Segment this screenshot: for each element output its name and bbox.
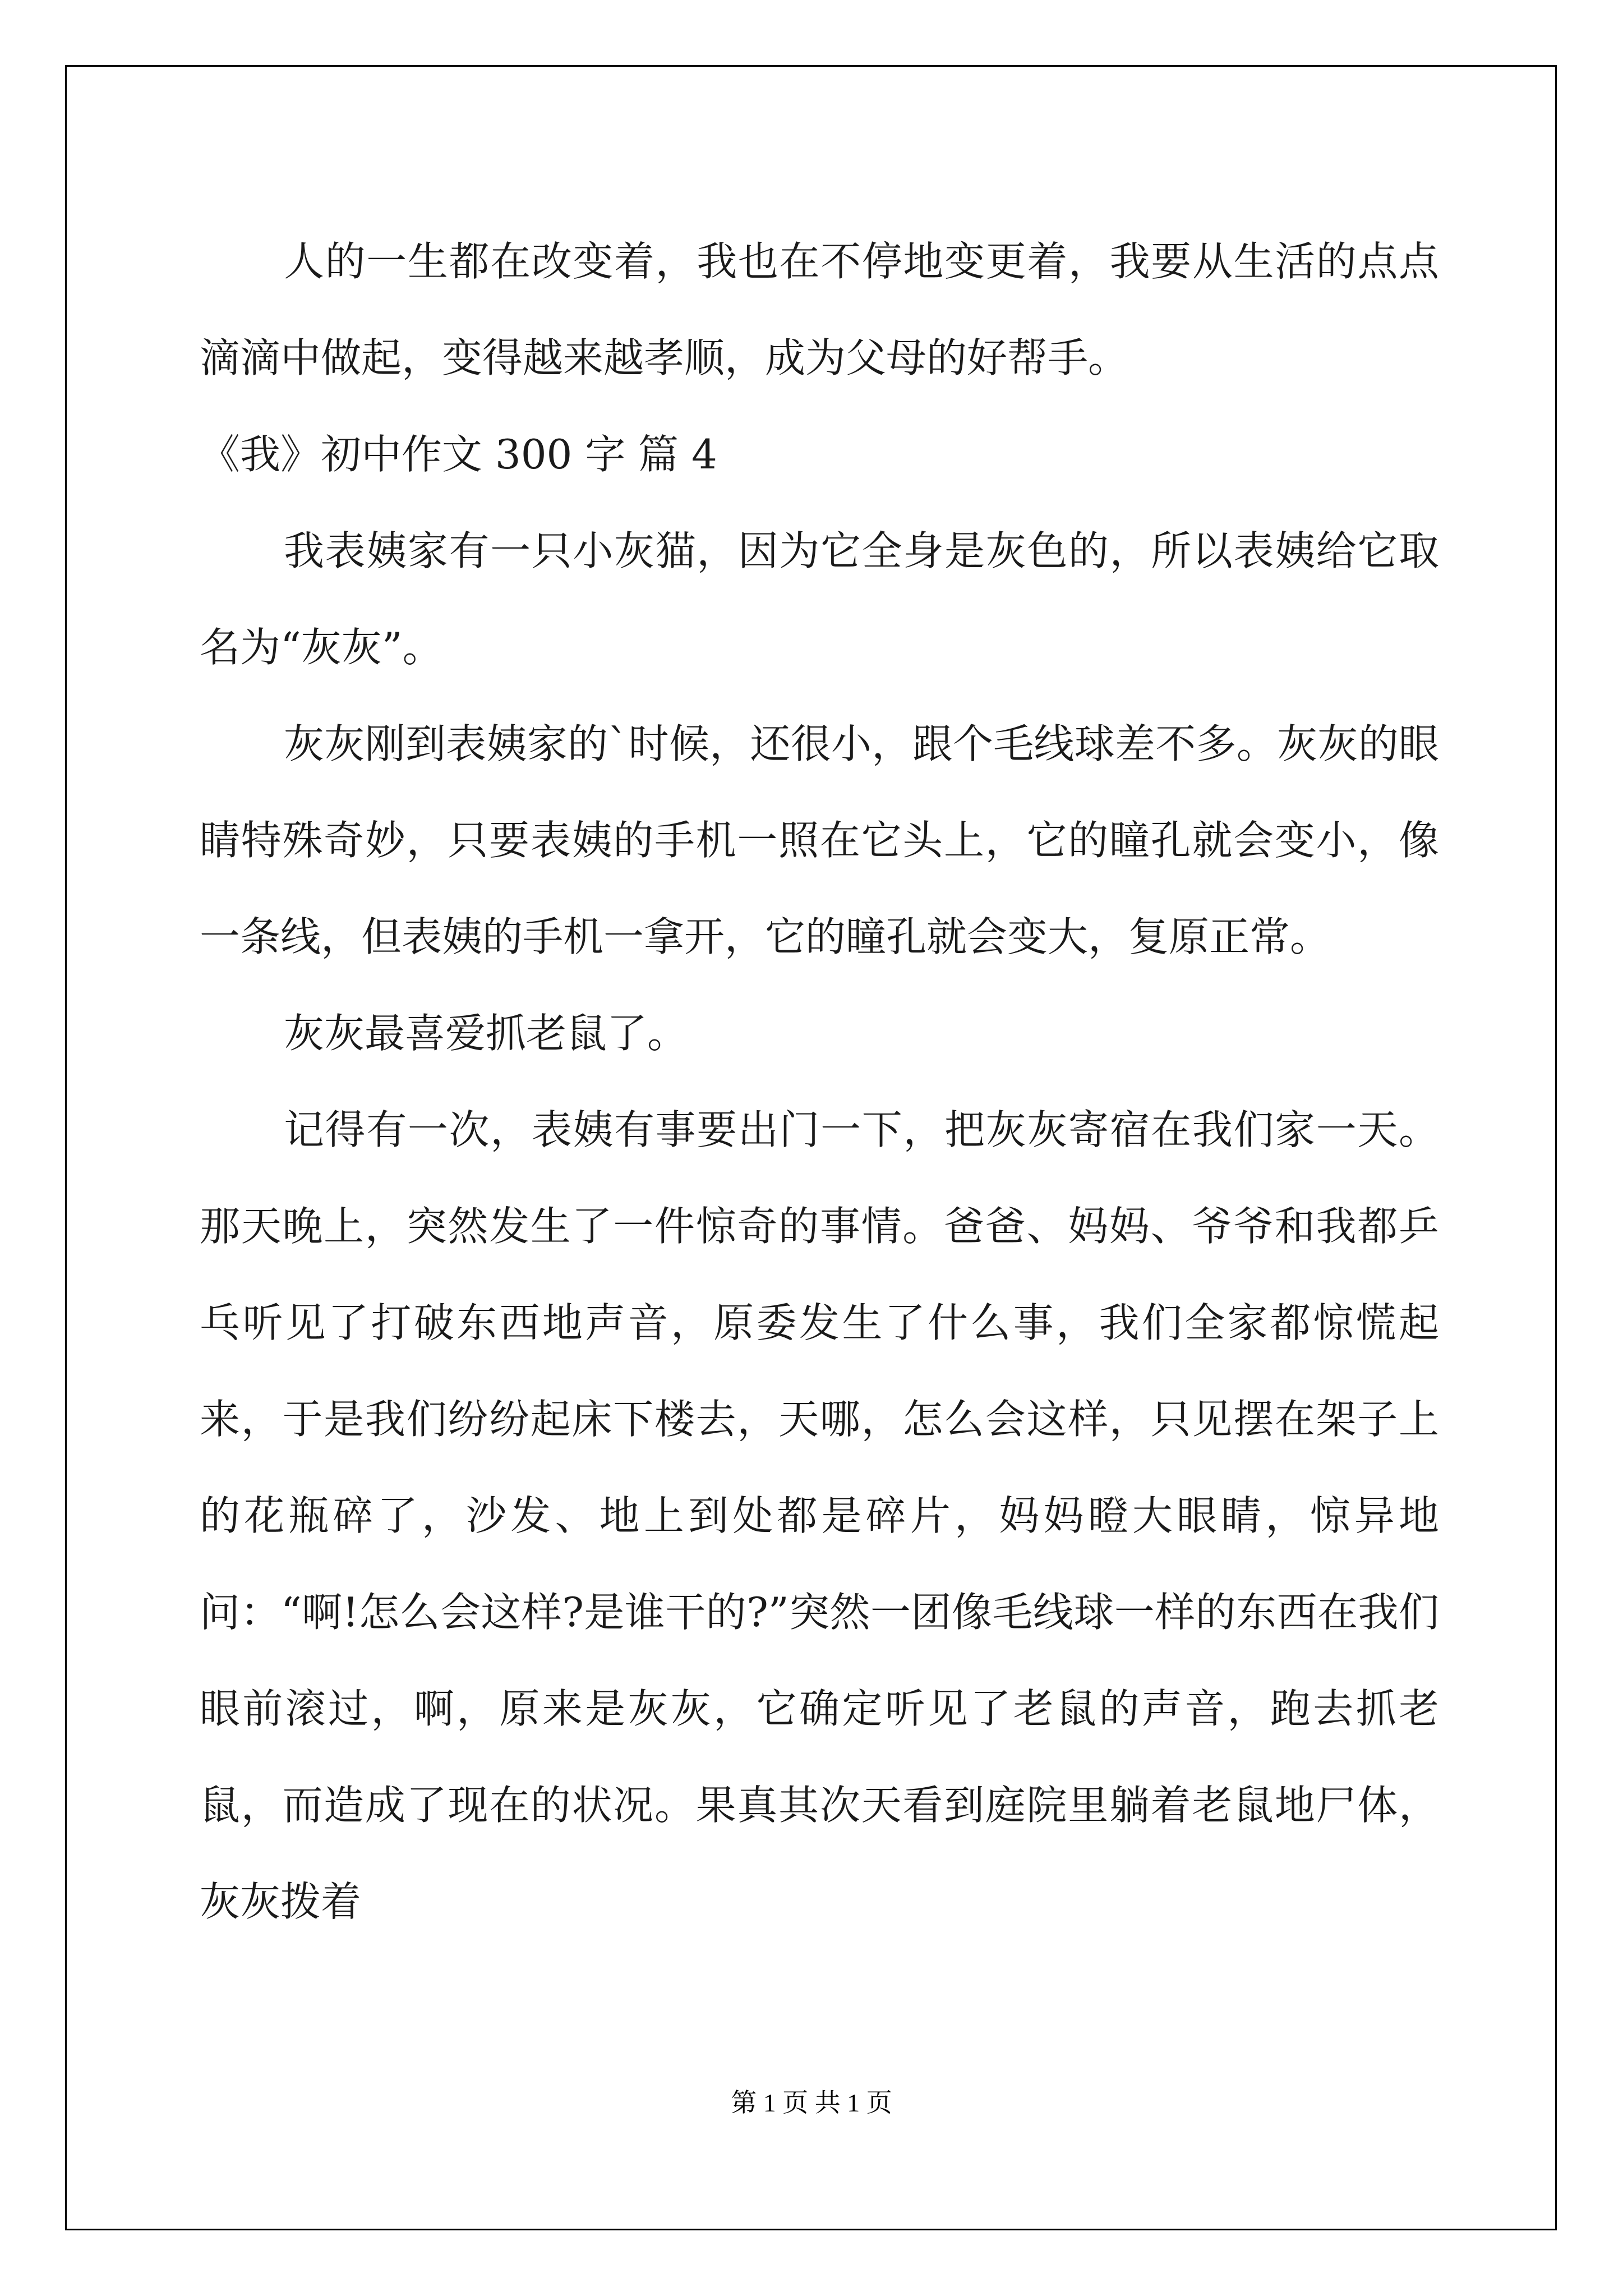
paragraph: 灰灰最喜爱抓老鼠了。 (284, 1010, 688, 1057)
paragraph: 灰灰刚到表姨家的`时候，还很小，跟个毛线球差不多。灰灰的眼睛特殊奇妙，只要表姨的手机一照在它头上，它的瞳孔就会变小，像一条线，但表姨的手机一拿开，它的瞳孔就会变大，复原正常。 (200, 720, 1439, 960)
paragraph: 我表姨家有一只小灰猫，因为它全身是灰色的，所以表姨给它取名为“灰灰”。 (200, 527, 1439, 671)
paragraph: 记得有一次，表姨有事要出门一下，把灰灰寄宿在我们家一天。那天晚上，突然发生了一件惊奇的事情。爸爸、妈妈、爷爷和我都乒乓听见了打破东西地声音，原委发生了什么事，我们全家都惊慌起来，于是我们纷纷起床下楼去，天哪，怎么会这样，只见摆在架子上的花瓶碎了，沙发、地上到处都是碎片，妈妈瞪大眼睛，惊异地问：“啊!怎么会这样?是谁干的?”突然一团像毛线球一样的东西在我们眼前滚过，啊，原来是灰灰，它确定听见了老鼠的声音，跑去抓老鼠，而造成了现在的状况。果真其次天看到庭院里躺着老鼠地尸体，灰灰拨着 (200, 1106, 1439, 1925)
document-body (200, 213, 1439, 1950)
section-heading: 《我》初中作文 300 字 篇 4 (200, 431, 717, 478)
page-footer: 第 1 页 共 1 页 (731, 2088, 892, 2117)
paragraph: 人的一生都在改变着，我也在不停地变更着，我要从生活的点点滴滴中做起，变得越来越孝顺，成为父母的好帮手。 (200, 238, 1439, 381)
